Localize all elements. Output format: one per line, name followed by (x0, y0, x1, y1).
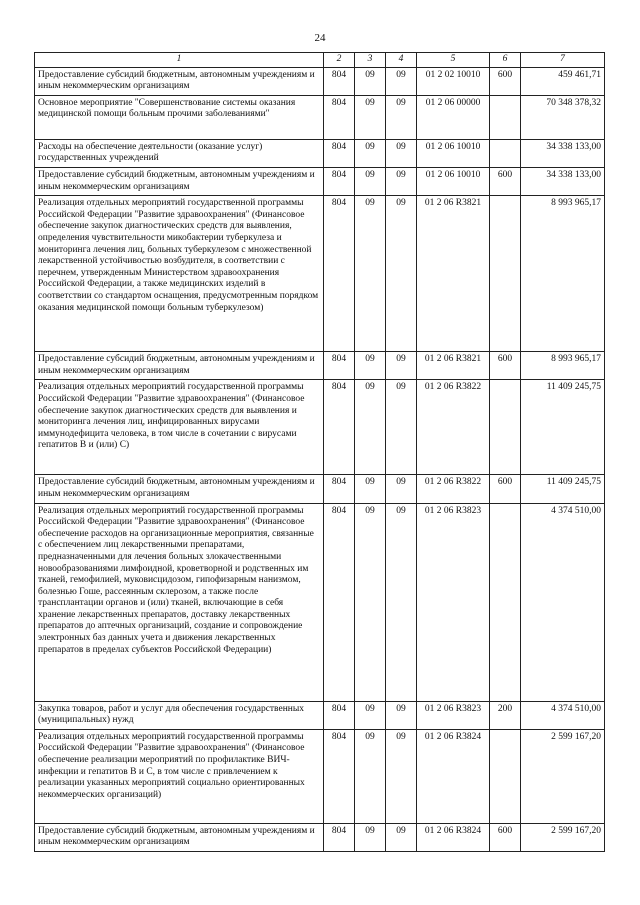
row-subsection: 09 (386, 67, 417, 95)
row-expense-type: 600 (490, 475, 521, 503)
row-section: 09 (355, 729, 386, 823)
page-number: 24 (314, 32, 326, 44)
row-amount: 2 599 167,20 (521, 823, 605, 851)
row-subsection: 09 (386, 196, 417, 352)
row-name: Реализация отдельных мероприятий государственной программы Российской Федерации "Развитие здравоохранения" (Финансовое обеспечение закупок диагностических средств для выявления, определения чувствительности микобактерии туберкулеза и мониторинга лечения лиц, больных туберкулезом с множественной лекарственной устойчивостью возбудителя, в соответствии с перечнем, утвержденным Министерством здравоохранения Российской Федерации, а также медицинских изделий в соответствии со стандартом оснащения, предусмотренным порядком оказания медицинской помощи больным туберкулезом) (35, 196, 324, 352)
row-section: 09 (355, 95, 386, 139)
row-section: 09 (355, 196, 386, 352)
row-expense-type (490, 380, 521, 475)
row-amount: 4 374 510,00 (521, 701, 605, 729)
table-row (35, 823, 605, 851)
row-section: 09 (355, 701, 386, 729)
row-amount: 8 993 965,17 (521, 352, 605, 380)
row-amount: 459 461,71 (521, 67, 605, 95)
row-section: 09 (355, 503, 386, 701)
row-target-article: 01 2 06 R3822 (417, 475, 490, 503)
row-subsection: 09 (386, 823, 417, 851)
row-amount: 70 348 378,32 (521, 95, 605, 139)
row-subsection: 09 (386, 95, 417, 139)
row-ministry-code: 804 (324, 352, 355, 380)
row-subsection: 09 (386, 167, 417, 195)
row-name: Расходы на обеспечение деятельности (оказание услуг) государственных учреждений (35, 139, 324, 167)
header-col-7: 7 (521, 53, 605, 68)
row-name: Предоставление субсидий бюджетным, автономным учреждениям и иным некоммерческим организациям (35, 823, 324, 851)
row-name: Закупка товаров, работ и услуг для обеспечения государственных (муниципальных) нужд (35, 701, 324, 729)
header-col-3: 3 (355, 53, 386, 68)
row-section: 09 (355, 823, 386, 851)
row-ministry-code: 804 (324, 167, 355, 195)
row-section: 09 (355, 352, 386, 380)
row-section: 09 (355, 139, 386, 167)
row-subsection: 09 (386, 503, 417, 701)
row-ministry-code: 804 (324, 475, 355, 503)
table-row (35, 729, 605, 823)
row-name: Реализация отдельных мероприятий государственной программы Российской Федерации "Развитие здравоохранения" (Финансовое обеспечение расходов на организационные мероприятия, связанные с обеспечением лиц лекарственными препаратами, предназначенными для лечения больных злокачественными новообразованиями лимфоидной, кроветворной и родственных им тканей, гемофилией, муковисцидозом, гипофизарным нанизмом, болезнью Гоше, рассеянным склерозом, а также после трансплантации органов и (или) тканей, включающие в себя хранение лекарственных препаратов, доставку лекарственных препаратов до аптечных организаций, создание и сопровождение электронных баз данных учета и движения лекарственных препаратов в пределах субъектов Российской Федерации) (35, 503, 324, 701)
row-amount: 11 409 245,75 (521, 380, 605, 475)
row-name: Основное мероприятие "Совершенствование системы оказания медицинской помощи больным прочими заболеваниями" (35, 95, 324, 139)
header-col-1: 1 (35, 53, 324, 68)
row-amount: 34 338 133,00 (521, 167, 605, 195)
row-amount: 34 338 133,00 (521, 139, 605, 167)
row-expense-type: 600 (490, 67, 521, 95)
row-name: Предоставление субсидий бюджетным, автономным учреждениям и иным некоммерческим организациям (35, 475, 324, 503)
header-col-6: 6 (490, 53, 521, 68)
row-target-article: 01 2 06 R3822 (417, 380, 490, 475)
row-amount: 2 599 167,20 (521, 729, 605, 823)
table-row (35, 67, 605, 95)
header-col-5: 5 (417, 53, 490, 68)
row-expense-type (490, 503, 521, 701)
row-subsection: 09 (386, 475, 417, 503)
row-target-article: 01 2 06 R3824 (417, 729, 490, 823)
row-amount: 4 374 510,00 (521, 503, 605, 701)
table-row (35, 380, 605, 475)
table-row (35, 139, 605, 167)
row-subsection: 09 (386, 380, 417, 475)
table-row (35, 196, 605, 352)
row-ministry-code: 804 (324, 380, 355, 475)
row-target-article: 01 2 06 R3824 (417, 823, 490, 851)
row-ministry-code: 804 (324, 823, 355, 851)
row-target-article: 01 2 06 R3823 (417, 701, 490, 729)
row-subsection: 09 (386, 139, 417, 167)
row-name: Реализация отдельных мероприятий государственной программы Российской Федерации "Развитие здравоохранения" (Финансовое обеспечение закупок диагностических средств для выявления и мониторинга лечения лиц, инфицированных вирусами иммунодефицита человека, в том числе в сочетании с вирусами гепатитов В и (или) С) (35, 380, 324, 475)
row-target-article: 01 2 06 10010 (417, 167, 490, 195)
row-ministry-code: 804 (324, 503, 355, 701)
row-name: Предоставление субсидий бюджетным, автономным учреждениям и иным некоммерческим организациям (35, 352, 324, 380)
row-subsection: 09 (386, 701, 417, 729)
row-section: 09 (355, 67, 386, 95)
row-ministry-code: 804 (324, 95, 355, 139)
table-row (35, 352, 605, 380)
row-ministry-code: 804 (324, 139, 355, 167)
table-row (35, 475, 605, 503)
row-name: Предоставление субсидий бюджетным, автономным учреждениям и иным некоммерческим организациям (35, 67, 324, 95)
row-ministry-code: 804 (324, 701, 355, 729)
row-subsection: 09 (386, 729, 417, 823)
row-target-article: 01 2 06 R3821 (417, 196, 490, 352)
table-row (35, 167, 605, 195)
row-target-article: 01 2 06 10010 (417, 139, 490, 167)
row-expense-type (490, 95, 521, 139)
row-ministry-code: 804 (324, 196, 355, 352)
row-amount: 8 993 965,17 (521, 196, 605, 352)
row-amount: 11 409 245,75 (521, 475, 605, 503)
row-expense-type (490, 196, 521, 352)
row-expense-type: 200 (490, 701, 521, 729)
row-target-article: 01 2 06 R3821 (417, 352, 490, 380)
row-section: 09 (355, 380, 386, 475)
row-ministry-code: 804 (324, 729, 355, 823)
table-row (35, 95, 605, 139)
row-target-article: 01 2 06 00000 (417, 95, 490, 139)
row-expense-type (490, 729, 521, 823)
header-col-4: 4 (386, 53, 417, 68)
table-row (35, 701, 605, 729)
row-section: 09 (355, 475, 386, 503)
row-subsection: 09 (386, 352, 417, 380)
row-target-article: 01 2 06 R3823 (417, 503, 490, 701)
row-target-article: 01 2 02 10010 (417, 67, 490, 95)
header-row (35, 53, 605, 68)
table-row (35, 503, 605, 701)
row-section: 09 (355, 167, 386, 195)
header-col-2: 2 (324, 53, 355, 68)
row-expense-type (490, 139, 521, 167)
budget-table (34, 52, 605, 852)
row-expense-type: 600 (490, 823, 521, 851)
row-expense-type: 600 (490, 167, 521, 195)
row-ministry-code: 804 (324, 67, 355, 95)
row-name: Предоставление субсидий бюджетным, автономным учреждениям и иным некоммерческим организациям (35, 167, 324, 195)
row-expense-type: 600 (490, 352, 521, 380)
row-name: Реализация отдельных мероприятий государственной программы Российской Федерации "Развитие здравоохранения" (Финансовое обеспечение реализации мероприятий по профилактике ВИЧ-инфекции и гепатитов В и С, в том числе с привлечением к реализации указанных мероприятий социально ориентированных некоммерческих организаций) (35, 729, 324, 823)
